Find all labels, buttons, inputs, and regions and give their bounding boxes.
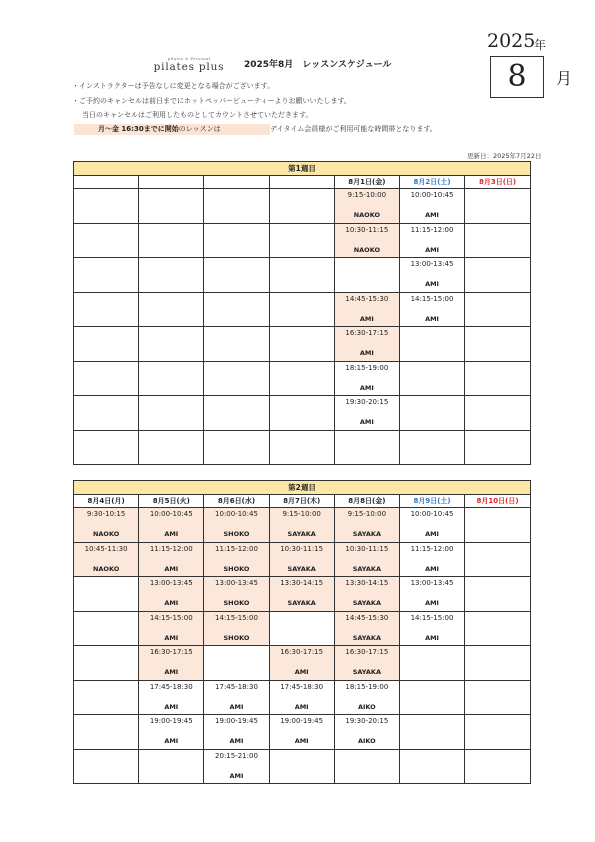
instructor-name: SHOKO: [223, 599, 250, 607]
lesson-time: 9:15-10:00: [282, 510, 321, 518]
lesson-slot: [204, 189, 269, 224]
instructor-name: SHOKO: [223, 564, 250, 573]
instructor-name: SAYAKA: [352, 530, 381, 538]
lesson-slot: [399, 361, 464, 396]
lesson-slot: [465, 646, 531, 681]
lesson-time: 20:15-21:00: [215, 751, 258, 760]
schedule-row: [74, 430, 531, 465]
schedule-row: [74, 396, 531, 431]
lesson-slot: [334, 646, 399, 681]
lesson-slot: [399, 327, 464, 362]
instructor-name: SHOKO: [223, 530, 250, 538]
year-unit: 年: [534, 38, 547, 52]
lesson-slot: [139, 646, 204, 681]
lesson-slot: [204, 577, 269, 612]
instructor-name: AIKO: [357, 737, 376, 745]
day-header: 8月6日(水): [204, 495, 269, 508]
lesson-slot: [399, 396, 464, 431]
instructor-name: AMI: [425, 314, 439, 323]
day-header: 8月4日(月): [74, 495, 139, 508]
lesson-time: 11:15-12:00: [149, 544, 193, 553]
lesson-time: 19:00-19:45: [149, 717, 193, 725]
lesson-slot: [465, 258, 531, 293]
month-unit: 月: [556, 69, 573, 88]
lesson-slot: [334, 327, 399, 362]
lesson-slot: [139, 749, 204, 784]
lesson-time: 9:15-10:00: [347, 510, 387, 518]
instructor-name: NAOKO: [92, 530, 120, 538]
schedule-row: [74, 577, 531, 612]
instructor-name: AMI: [425, 633, 439, 642]
lesson-slot: [269, 189, 334, 224]
lesson-slot: [269, 577, 334, 612]
day-header: [74, 176, 139, 189]
lesson-slot: [139, 396, 204, 431]
lesson-slot: [74, 577, 139, 612]
lesson-time: 17:45-18:30: [149, 682, 193, 691]
brand-logo: [148, 56, 230, 73]
lesson-slot: [399, 715, 464, 750]
instructor-name: AMI: [425, 245, 439, 254]
lesson-slot: [74, 611, 139, 646]
lesson-slot: [399, 680, 464, 715]
lesson-slot: [74, 749, 139, 784]
year-label: 2025: [487, 30, 536, 52]
lesson-slot: [269, 646, 334, 681]
lesson-slot: [334, 189, 399, 224]
lesson-time: 9:30-10:15: [86, 510, 126, 518]
instructor-name: AMI: [425, 280, 439, 288]
schedule-row: [74, 223, 531, 258]
lesson-time: 19:00-19:45: [215, 717, 258, 725]
lesson-slot: [334, 577, 399, 612]
lesson-slot: [334, 715, 399, 750]
week2-schedule-table: [73, 480, 531, 784]
lesson-slot: [139, 680, 204, 715]
instructor-name: AMI: [425, 599, 439, 607]
instructor-name: AMI: [164, 599, 179, 607]
lesson-time: 10:00-10:45: [410, 191, 454, 199]
logo-tagline: pilates & Personal: [167, 56, 211, 61]
lesson-slot: [204, 258, 269, 293]
lesson-slot: [465, 292, 531, 327]
day-header: 8月10日(日): [465, 495, 531, 508]
lesson-time: 13:00-13:45: [410, 260, 454, 268]
lesson-time: 13:00-13:45: [215, 579, 258, 587]
instructor-name: AMI: [164, 702, 179, 711]
lesson-time: 10:00-10:45: [410, 510, 454, 518]
instructor-name: SAYAKA: [352, 599, 381, 607]
instructor-name: AMI: [294, 668, 309, 676]
lesson-slot: [334, 542, 399, 577]
note-daytime-rest: デイタイム会員様がご利用可能な時間帯となります。: [270, 125, 437, 133]
note-cancel-policy: ・ご予約のキャンセルは前日までにホットペッパービューティーよりお願いいたします。: [72, 97, 351, 105]
instructor-name: SAYAKA: [352, 668, 381, 676]
lesson-time: 10:30-11:15: [280, 544, 324, 553]
lesson-slot: [399, 258, 464, 293]
lesson-time: 14:15-15:00: [410, 294, 454, 303]
lesson-slot: [465, 430, 531, 465]
lesson-slot: [269, 680, 334, 715]
lesson-time: 11:15-12:00: [215, 544, 258, 553]
lesson-slot: [269, 292, 334, 327]
lesson-time: 11:15-12:00: [410, 544, 454, 553]
day-header: 8月7日(木): [269, 495, 334, 508]
lesson-slot: [399, 223, 464, 258]
lesson-slot: [269, 749, 334, 784]
note-same-day-cancel: 当日のキャンセルはご利用したものとしてカウントさせていただきます。: [82, 111, 313, 119]
lesson-slot: [204, 508, 269, 543]
lesson-time: 13:00-13:45: [149, 579, 193, 587]
day-header: 8月3日(日): [465, 176, 531, 189]
lesson-time: 9:15-10:00: [347, 191, 387, 199]
lesson-slot: [465, 396, 531, 431]
lesson-slot: [465, 508, 531, 543]
instructor-name: SAYAKA: [287, 530, 316, 538]
instructor-name: AMI: [164, 668, 179, 676]
lesson-slot: [334, 611, 399, 646]
lesson-slot: [139, 577, 204, 612]
lesson-time: 16:30-17:15: [149, 648, 193, 656]
lesson-slot: [74, 396, 139, 431]
note-daytime-members: [74, 124, 437, 135]
week1-schedule-table: [73, 161, 531, 465]
instructor-name: AMI: [425, 211, 439, 219]
instructor-name: AIKO: [357, 702, 376, 711]
lesson-slot: [74, 715, 139, 750]
lesson-slot: [465, 715, 531, 750]
day-header: 8月8日(金): [334, 495, 399, 508]
lesson-time: 14:45-15:30: [345, 613, 389, 622]
instructor-name: SAYAKA: [287, 564, 316, 573]
lesson-slot: [465, 611, 531, 646]
week2-title: 第2週目: [74, 481, 531, 495]
lesson-time: 10:30-11:15: [345, 544, 389, 553]
lesson-slot: [269, 715, 334, 750]
lesson-time: 10:45-11:30: [84, 544, 128, 553]
lesson-slot: [465, 577, 531, 612]
instructor-name: AMI: [359, 383, 374, 392]
lesson-slot: [139, 292, 204, 327]
lesson-slot: [399, 749, 464, 784]
lesson-slot: [334, 396, 399, 431]
lesson-slot: [465, 223, 531, 258]
lesson-slot: [269, 542, 334, 577]
lesson-time: 10:30-11:15: [345, 225, 389, 234]
lesson-slot: [399, 292, 464, 327]
instructor-name: AMI: [164, 737, 179, 745]
lesson-slot: [204, 292, 269, 327]
lesson-slot: [269, 396, 334, 431]
lesson-time: 10:00-10:45: [215, 510, 258, 518]
updated-date: 更新日：2025年7月22日: [467, 152, 542, 160]
lesson-slot: [204, 327, 269, 362]
lesson-slot: [269, 258, 334, 293]
lesson-slot: [204, 223, 269, 258]
lesson-slot: [399, 508, 464, 543]
lesson-slot: [139, 223, 204, 258]
day-header: 8月1日(金): [334, 176, 399, 189]
highlight-rest: のレッスンは: [178, 125, 221, 133]
instructor-name: NAOKO: [92, 564, 120, 573]
lesson-slot: [74, 361, 139, 396]
instructor-name: AMI: [164, 530, 179, 538]
lesson-slot: [269, 430, 334, 465]
lesson-slot: [204, 646, 269, 681]
lesson-slot: [139, 258, 204, 293]
lesson-time: 17:45-18:30: [280, 682, 324, 691]
lesson-slot: [465, 189, 531, 224]
lesson-slot: [334, 361, 399, 396]
schedule-row: [74, 258, 531, 293]
lesson-slot: [204, 430, 269, 465]
instructor-name: AMI: [425, 564, 439, 573]
schedule-row: [74, 646, 531, 681]
lesson-slot: [465, 680, 531, 715]
daytime-highlight: [74, 124, 270, 135]
lesson-time: 11:15-12:00: [410, 225, 454, 234]
lesson-slot: [334, 258, 399, 293]
lesson-slot: [204, 542, 269, 577]
lesson-slot: [204, 715, 269, 750]
lesson-slot: [269, 611, 334, 646]
lesson-slot: [334, 292, 399, 327]
instructor-name: AMI: [359, 314, 374, 323]
lesson-slot: [139, 430, 204, 465]
schedule-row: [74, 508, 531, 543]
lesson-time: 18:15-19:00: [345, 363, 389, 372]
lesson-slot: [465, 542, 531, 577]
lesson-slot: [399, 646, 464, 681]
lesson-slot: [74, 189, 139, 224]
lesson-time: 19:30-20:15: [345, 717, 389, 725]
day-header: [269, 176, 334, 189]
schedule-row: [74, 611, 531, 646]
lesson-slot: [334, 223, 399, 258]
instructor-name: AMI: [294, 702, 309, 711]
lesson-time: 14:15-15:00: [149, 613, 193, 622]
instructor-name: AMI: [425, 530, 439, 538]
instructor-name: AMI: [229, 771, 244, 780]
highlight-bold: 月～金 16:30までに開始: [98, 125, 179, 133]
instructor-name: AMI: [229, 737, 244, 745]
lesson-slot: [74, 542, 139, 577]
lesson-time: 14:15-15:00: [215, 613, 258, 622]
lesson-slot: [204, 749, 269, 784]
lesson-slot: [399, 611, 464, 646]
day-header: 8月5日(火): [139, 495, 204, 508]
lesson-time: 13:00-13:45: [410, 579, 454, 587]
schedule-row: [74, 715, 531, 750]
lesson-time: 16:30-17:15: [345, 329, 389, 337]
day-header: 8月9日(土): [399, 495, 464, 508]
lesson-time: 19:00-19:45: [280, 717, 324, 725]
schedule-row: [74, 292, 531, 327]
schedule-row: [74, 749, 531, 784]
lesson-slot: [334, 680, 399, 715]
lesson-slot: [334, 508, 399, 543]
lesson-slot: [269, 508, 334, 543]
instructor-name: AMI: [164, 564, 179, 573]
lesson-slot: [204, 396, 269, 431]
week1-title: 第1週目: [74, 162, 531, 176]
instructor-name: SAYAKA: [352, 633, 381, 642]
lesson-slot: [465, 361, 531, 396]
lesson-slot: [74, 646, 139, 681]
logo-wordmark: pilates plus: [153, 61, 225, 73]
day-header: [204, 176, 269, 189]
lesson-time: 13:30-14:15: [345, 579, 389, 587]
lesson-time: 16:30-17:15: [280, 648, 324, 656]
lesson-slot: [399, 189, 464, 224]
lesson-slot: [465, 749, 531, 784]
lesson-time: 14:45-15:30: [345, 294, 389, 303]
lesson-slot: [399, 542, 464, 577]
lesson-slot: [399, 430, 464, 465]
lesson-slot: [139, 542, 204, 577]
instructor-name: AMI: [229, 702, 244, 711]
lesson-time: 16:30-17:15: [345, 648, 389, 656]
lesson-time: 14:15-15:00: [410, 613, 454, 622]
lesson-slot: [74, 327, 139, 362]
schedule-row: [74, 189, 531, 224]
schedule-row: [74, 361, 531, 396]
lesson-slot: [74, 258, 139, 293]
instructor-name: NAOKO: [353, 245, 380, 254]
schedule-row: [74, 542, 531, 577]
instructor-name: AMI: [294, 737, 309, 745]
lesson-slot: [74, 508, 139, 543]
lesson-slot: [204, 361, 269, 396]
lesson-slot: [139, 361, 204, 396]
lesson-slot: [139, 611, 204, 646]
lesson-time: 19:30-20:15: [345, 398, 389, 406]
lesson-slot: [269, 361, 334, 396]
lesson-slot: [269, 223, 334, 258]
lesson-slot: [139, 715, 204, 750]
month-box: 8: [490, 56, 544, 98]
lesson-time: 10:00-10:45: [149, 510, 193, 518]
instructor-name: SAYAKA: [352, 564, 381, 573]
lesson-slot: [465, 327, 531, 362]
note-instructor-change: ・インストラクターは予告なしに変更となる場合がございます。: [72, 82, 275, 90]
lesson-slot: [204, 680, 269, 715]
instructor-name: NAOKO: [353, 211, 380, 219]
lesson-slot: [74, 223, 139, 258]
instructor-name: SAYAKA: [287, 599, 316, 607]
schedule-row: [74, 327, 531, 362]
lesson-time: 17:45-18:30: [215, 682, 258, 691]
page-title: 2025年8月 レッスンスケジュール: [244, 60, 392, 70]
day-header: [139, 176, 204, 189]
day-header: 8月2日(土): [399, 176, 464, 189]
instructor-name: AMI: [359, 349, 374, 357]
lesson-slot: [334, 749, 399, 784]
lesson-slot: [139, 508, 204, 543]
lesson-slot: [74, 680, 139, 715]
lesson-slot: [204, 611, 269, 646]
instructor-name: AMI: [164, 633, 179, 642]
lesson-slot: [139, 189, 204, 224]
lesson-time: 18:15-19:00: [345, 682, 389, 691]
lesson-slot: [269, 327, 334, 362]
lesson-slot: [139, 327, 204, 362]
lesson-slot: [399, 577, 464, 612]
lesson-slot: [334, 430, 399, 465]
lesson-slot: [74, 430, 139, 465]
instructor-name: SHOKO: [223, 633, 250, 642]
schedule-row: [74, 680, 531, 715]
instructor-name: AMI: [359, 418, 374, 426]
lesson-time: 13:30-14:15: [280, 579, 324, 587]
lesson-slot: [74, 292, 139, 327]
